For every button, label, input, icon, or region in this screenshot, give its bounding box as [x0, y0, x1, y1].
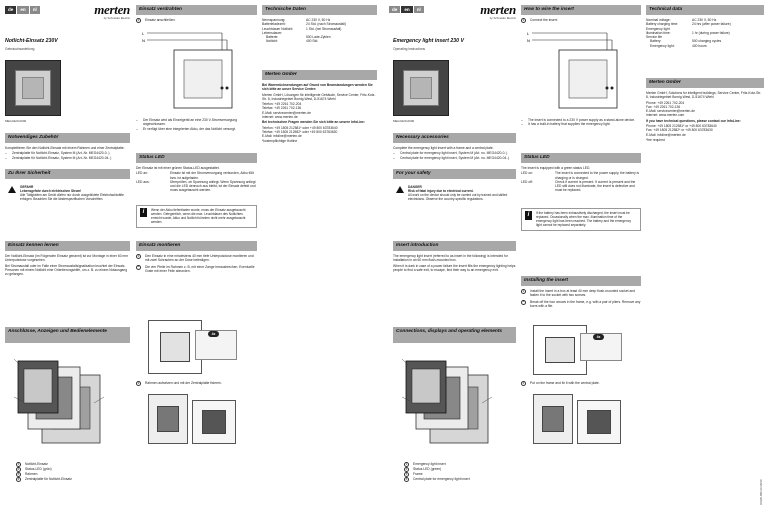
de-tech-table: Nennspannung: AC 230 V, 50 Hz Batterieladezeit: 24 Std. (nach Stromausfall) Leuchtdauer Notlicht: 1 Std. (bei Stromausfall) Lebensdauer: Batterie: 500 Lade-Zyklen Notlicht: 400 Std.	[262, 18, 346, 44]
en-accessories-body: Complete the emergency light insert with a frame and a central plate. – Central plate for emergency light insert, System M (Art. no. MEG4420-0..) – Central plate for emergency light insert, System M (Art. no. MEG4420-04..)	[393, 146, 510, 160]
lang-tab-en[interactable]: en	[17, 6, 28, 14]
de-wire-step: 1 Einsatz anschließen:	[137, 17, 176, 22]
en-article-code: MEG4420-0000	[393, 119, 415, 123]
de-safety-heading: Zu Ihrer Sicherheit	[5, 169, 130, 179]
de-title: Notlicht-Einsatz 230V	[5, 38, 58, 44]
en-status-body: The insert is equipped with a green status LED. LED on: The insert is connected to the power supply, the battery is charging or is charged. LED off: Check if current is present. If current is present and the LED still does not illuminate, the insert is defective and must be replaced.	[521, 166, 640, 193]
en-language-tabs	[389, 6, 424, 13]
en-wire-bullets: – The insert is connected to a 230 V power supply as a stand-alone device. – It has a built-in battery that supplies the emergency light.	[521, 118, 636, 127]
en-danger-warning: DANGER Risk of fatal injury due to electrical current. All work on the device should only be carried out by trained and skilled electricians. Observe the country-specific regulations.	[396, 185, 514, 202]
document-code: V4420-880-00 08/10	[759, 479, 763, 505]
en-mounted-frame-image	[533, 394, 573, 444]
de-learn-heading: Einsatz kennen lernen	[5, 241, 130, 251]
de-company-body: Bei Warenrücksendungen auf Grund von Beanstandungen wenden Sie sich bitte an unser Service Center: Merten GmbH, Lösungen für intelligente Gebäude, Service Center, Fritz-Kotz-Str. 8, Industriegebiet Bomig-West, D-51674 Wiehl Telefon: +49 2261 702-204 Telefax: +49 2261 702-136 E-Mail: servicecenter@merten.de Internet: www.merten.de Bei technischen Fragen wenden Sie sich bitte an unsere InfoLine: Telefon: +49 1805 212581* oder +49 800 63783640 Telefax: +49 1805 212582* oder +49 800 63783630 E-Mail: infoline@merten.de *kostenpflichtige Hotline	[262, 83, 376, 144]
de-danger-warning: GEFAHR Lebensgefahr durch elektrischen Strom! Alle Tätigkeiten am Gerät dürfen nur durch ausgebildete Elektrofachkräfte erfolgen. Beachten Sie die länderspezifischen Vorschriften.	[8, 185, 128, 202]
en-info-icon: i	[525, 211, 532, 220]
en-safety-heading: For your safety	[393, 169, 516, 179]
en-mount-frame-image	[533, 325, 587, 375]
de-status-info-box: i Wenn der Akku tiefentladen wurde, muss der Einsatz ausgetauscht werden. Gelegentlich, wenn die max. Leuchtdauer des Notlichtes erreicht wurde, Akku und Notlicht könnten nicht mehr ausgetauscht werden.	[136, 205, 257, 228]
de-arrow-count-badge: 4x	[208, 331, 219, 337]
de-mount-frame-image	[148, 320, 202, 374]
de-legend: 1 Notlicht-Einsatz 2 Status-LED (grün) 3 Rahmen 4 Zentralplatte für Notlicht-Einsatz	[17, 461, 72, 481]
en-lang-tab-de[interactable]: de	[389, 6, 400, 13]
svg-text:N: N	[142, 38, 145, 43]
en-company-body: Merten GmbH, Solutions for intelligent buildings, Service Center, Fritz-Kotz-Str. 8, Industriegebiet Bomig-West, D-51674 Wiehl Phone: +49 2261 702-204 Fax: +49 2261 702-136 E-Mail: servicecenter@merten.de Internet: www.merten.com If you have technical questions, please contact our InfoLine: Phone: +49 1805 212581* or +49 800 63783640 Fax: +49 1805 212582* or +49 800 63783630 E-Mail: infoline@merten.de *fee required	[646, 91, 762, 142]
en-mount-step-3: 3 Put on the frame and fix it with the central plate.	[522, 380, 600, 385]
en-device-image	[393, 60, 449, 116]
de-accessories-body: Komplettieren Sie den Notlicht-Einsatz mit einem Rahmen und einer Zentralplatte. – Zentralplatte für Notlicht-Einsatz, System M (Art.-Nr. MEG4420-0..) – Zentralplatte für Notlicht-Einsatz, System M (Art.-Nr. MEG4420-04..)	[5, 146, 125, 160]
de-status-body: Der Einsatz ist mit einer grünen Status-LED ausgestattet. LED an: Einsatz ist mit der Stromversorgung verbunden, Akku füllt bzw. ist aufgeladen. LED aus: Überprüfen, ob Spannung anliegt. Wenn Spannung anliegt und die LED dennoch aus bleibt, ist der Einsatz defekt und muss ausgetauscht werden.	[136, 166, 256, 193]
en-exploded-view-drawing	[402, 357, 502, 455]
en-wire-step: 1 Connect the insert:	[522, 17, 558, 22]
en-mount-heading: Installing the insert	[521, 276, 641, 286]
en-learn-heading: Insert introduction	[393, 241, 516, 251]
de-wire-bullets: – Der Einsatz wird als Einzelgerät an eine 230 V-Stromversorgung angeschlossen. – Er verfügt über eine integrierten Akku, der das Notlicht versorgt.	[136, 118, 238, 131]
en-wiring-diagram	[527, 28, 639, 113]
de-mount-steps: 1 Den Einsatz in eine mindestens 40 mm tiefe Unterputzdose montieren und mit zwei Schrauben an der Dose befestigen. 2 Die vier Pfeile im Rahmen z. B. mit einer Zange herausbrechen. Eventuelle Grate mit einer Feile abrunden.	[137, 253, 255, 273]
en-lang-tab-en[interactable]: en	[401, 6, 412, 13]
de-article-code: MEG4420-0000	[5, 119, 27, 123]
svg-text:L: L	[142, 31, 145, 36]
en-status-heading: Status LED	[521, 153, 641, 163]
en-warning-triangle-icon	[396, 186, 404, 193]
en-merten-logo: merten by Schneider Electric	[480, 2, 516, 20]
lang-tab-de[interactable]: de	[5, 6, 16, 14]
info-icon: i	[140, 208, 147, 217]
lang-tab-nl[interactable]: nl	[30, 6, 40, 14]
en-legend: 1 Emergency light insert 2 Status LED (green) 3 Frame 4 Central plate for emergency light insert	[405, 461, 470, 481]
en-mounted-plate-image	[577, 400, 621, 444]
de-exploded-illustration	[14, 357, 114, 455]
svg-text:L: L	[527, 31, 530, 36]
exploded-view-drawing	[14, 357, 114, 455]
de-mounted-plate-image	[192, 400, 236, 444]
de-wire-heading: Einsatz verdrahten	[136, 5, 257, 15]
en-accessories-heading: Necessary accessories	[393, 133, 516, 143]
en-subtitle: Operating instructions	[393, 47, 426, 51]
language-tabs	[5, 6, 40, 14]
en-lang-tab-nl[interactable]: nl	[414, 6, 424, 13]
de-device-image	[5, 60, 61, 116]
de-wiring-diagram	[142, 28, 254, 113]
de-tech-heading: Technische Daten	[262, 5, 377, 15]
warning-triangle-icon	[8, 186, 16, 193]
en-connect-heading: Connections, displays and operating elements	[393, 327, 516, 343]
en-title: Emergency light insert 230 V	[393, 38, 464, 44]
svg-text:N: N	[527, 38, 530, 43]
de-company-heading: Merten GmbH	[262, 70, 377, 80]
en-tech-table: Nominal voltage: AC 230 V, 50 Hz Battery charging time: 24 hrs (after power failure) Emergency light illumination time: 1 hr (during power failure) Service life Battery: 500 charging cycles Emergency light: 400 hours	[646, 18, 731, 48]
en-company-heading: Merten GmbH	[646, 78, 764, 88]
de-subtitle: Gebrauchsanleitung	[5, 47, 35, 51]
de-connect-heading: Anschlüsse, Anzeigen und Bedienelemente	[5, 327, 130, 343]
de-mount-step-3: 3 Rahmen aufsetzen und mit der Zentralplatte fixieren.	[137, 380, 222, 385]
de-learn-body: Der Notlicht-Einsatz (im Folgenden Einsatz genannt) ist zur Montage in einer 60 mm Unterputzdose vorgesehen. Bei Stromausfall oder im Falle einer Stromausfallsignalisation leuchtet der Einsatz. Personen mit einem Notlicht eine Orientierungshilfe, um z. B. zu einem Notausgang zu gelangen.	[5, 254, 128, 277]
de-status-heading: Status LED	[136, 153, 257, 163]
de-mounted-frame-image	[148, 394, 188, 444]
en-tech-heading: Technical data	[646, 5, 764, 15]
en-exploded-illustration	[402, 357, 502, 455]
en-arrow-count-badge: 4x	[593, 334, 604, 340]
en-status-info-box: i If the battery has been exhaustively discharged, the insert must be replaced. Occasionally when the max. illumination time of the emergency light has been reached. The battery and the emergency light cannot be replaced separately.	[521, 208, 641, 231]
en-learn-body: The emergency light insert (referred to as insert in the following) is intended for installation in an 60 mm flush-mounted box. When it is dark in case of a power failure the insert fills the emergency lighting helps people to find a safe exit, to escape, find their way to an emergency exit.	[393, 254, 516, 272]
en-wire-heading: How to wire the insert	[521, 5, 641, 15]
de-accessories-heading: Notwendiges Zubehör	[5, 133, 130, 143]
merten-logo: merten by Schneider Electric	[94, 2, 130, 20]
en-mount-steps: 1 Install the insert in a box at least 40 mm deep flush-mounted socket and fasten it to the socket with two screws. 2 Break off the four arrows in the frame, e.g. with a pair of pliers. Remove any burrs with a file.	[522, 288, 641, 308]
de-mount-heading: Einsatz montieren	[136, 241, 257, 251]
